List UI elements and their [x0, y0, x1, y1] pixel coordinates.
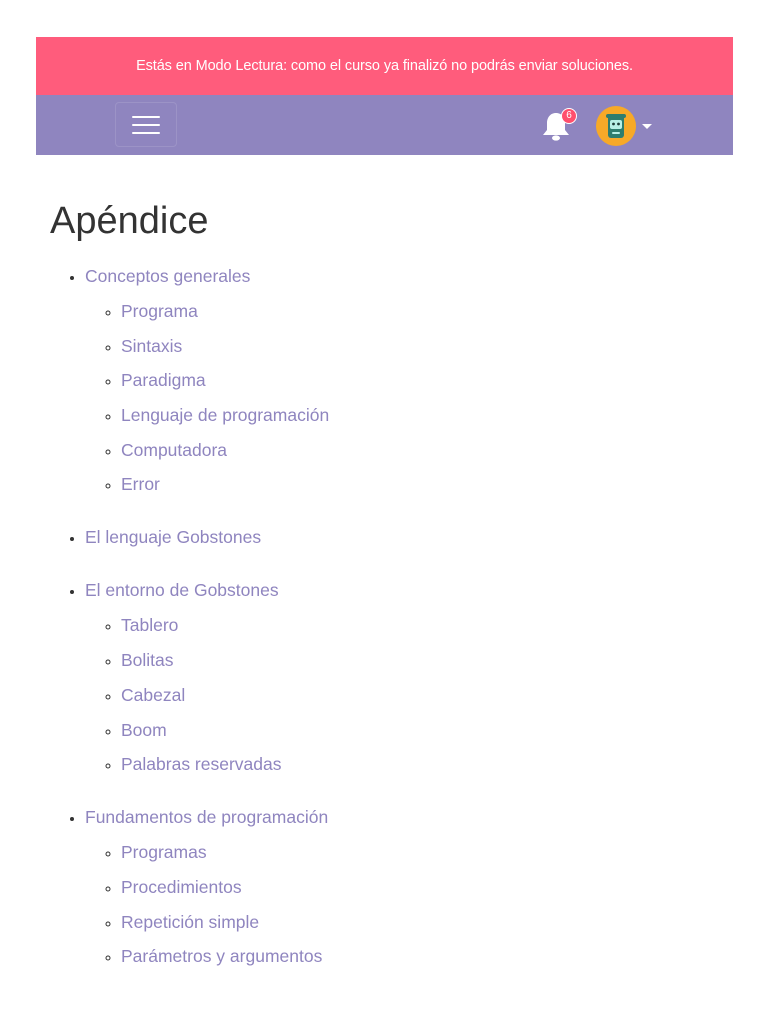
- user-menu-button[interactable]: [596, 106, 652, 146]
- toc-subsection-link[interactable]: Palabras reservadas: [121, 754, 282, 775]
- read-mode-banner: [36, 37, 733, 95]
- toc-subsection-link[interactable]: Computadora: [121, 439, 228, 460]
- toc-subsection: [121, 470, 329, 498]
- toc-subsection-list: [85, 838, 329, 970]
- toc-subsection: [121, 716, 329, 744]
- banner-text: Estás en Modo Lectura: como el curso ya finalizó no podrás enviar soluciones.: [136, 58, 633, 74]
- toc-section-link[interactable]: Conceptos generales: [85, 266, 251, 286]
- navbar: [36, 95, 733, 155]
- toc-section: [85, 523, 329, 551]
- toc-subsection-link[interactable]: Boom: [121, 719, 167, 740]
- toc-subsection-link[interactable]: Paradigma: [121, 370, 206, 391]
- toc-section: [85, 262, 329, 498]
- avatar-icon: [596, 106, 636, 146]
- toc-subsection: [121, 646, 329, 674]
- toc-section-link[interactable]: El entorno de Gobstones: [85, 580, 279, 601]
- menu-toggle-button[interactable]: [115, 102, 177, 147]
- hamburger-icon-line: [132, 132, 160, 134]
- page-title: Apéndice: [50, 200, 209, 242]
- toc-section: [85, 803, 329, 970]
- notification-count-badge: 6: [561, 108, 577, 124]
- toc-subsection-link[interactable]: Programas: [121, 842, 207, 863]
- page-header: [36, 37, 733, 155]
- toc-subsection-link[interactable]: Bolitas: [121, 650, 174, 671]
- toc-subsection: [121, 332, 329, 360]
- toc-subsection-link[interactable]: Tablero: [121, 615, 179, 636]
- toc-subsection-list: [85, 297, 329, 498]
- toc-subsection: [121, 401, 329, 429]
- toc-subsection-link[interactable]: Cabezal: [121, 684, 186, 705]
- toc-section: [85, 576, 329, 778]
- hamburger-icon: [132, 116, 160, 118]
- toc-subsection: [121, 873, 329, 901]
- toc-subsection: [121, 750, 329, 778]
- toc-subsection: [121, 436, 329, 464]
- toc-subsection-link[interactable]: Procedimientos: [121, 876, 242, 897]
- toc-subsection-link[interactable]: Programa: [121, 301, 198, 321]
- toc-subsection-link[interactable]: Lenguaje de programación: [121, 405, 330, 426]
- toc-subsection: [121, 681, 329, 709]
- toc-subsection-link[interactable]: Sintaxis: [121, 335, 183, 356]
- toc-subsection: [121, 908, 329, 936]
- caret-down-icon: [642, 124, 652, 129]
- toc-subsection-link[interactable]: Error: [121, 474, 160, 495]
- hamburger-icon-line: [132, 124, 160, 126]
- toc-subsection: [121, 611, 329, 639]
- appendix-toc: [85, 262, 329, 995]
- toc-section-link[interactable]: El lenguaje Gobstones: [85, 527, 262, 548]
- toc-subsection: [121, 366, 329, 394]
- toc-subsection: [121, 942, 329, 970]
- toc-subsection-link[interactable]: Repetición simple: [121, 911, 260, 932]
- toc-subsection: [121, 838, 329, 866]
- toc-subsection: [121, 297, 329, 325]
- toc-section-link[interactable]: Fundamentos de programación: [85, 807, 329, 828]
- toc-subsection-list: [85, 611, 329, 778]
- toc-subsection-link[interactable]: Parámetros y argumentos: [121, 946, 323, 967]
